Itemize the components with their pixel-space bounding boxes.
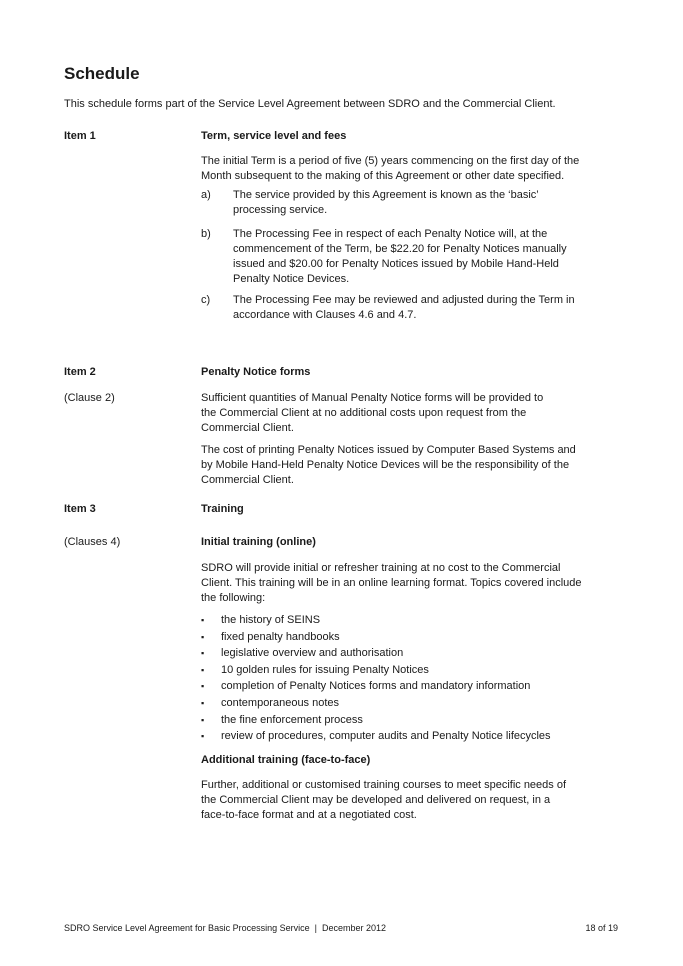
item-2-paragraph-line: Commercial Client. xyxy=(201,474,294,486)
list-item-b-line: Penalty Notice Devices. xyxy=(233,273,350,285)
list-letter-a: a) xyxy=(201,189,211,201)
list-item-a-line: processing service. xyxy=(233,204,328,216)
list-item: review of procedures, computer audits and Penalty Notice lifecycles xyxy=(221,730,551,742)
item-3-paragraph-line: face-to-face format and at a negotiated cost. xyxy=(201,809,417,821)
item-2-paragraph-line: by Mobile Hand-Held Penalty Notice Devices will be the responsibility of the xyxy=(201,459,570,471)
bullet-icon: ▪ xyxy=(201,632,205,642)
item-3-clause: (Clauses 4) xyxy=(64,536,121,548)
item-3-paragraph-line: Client. This training will be in an online learning format. Topics covered include xyxy=(201,577,582,589)
list-letter-c: c) xyxy=(201,294,211,306)
item-2-heading: Penalty Notice forms xyxy=(201,366,311,378)
item-3-paragraph-line: SDRO will provide initial or refresher training at no cost to the Commercial xyxy=(201,562,561,574)
item-3-label: Item 3 xyxy=(64,503,96,515)
additional-training-heading: Additional training (face-to-face) xyxy=(201,754,371,766)
list-item: the history of SEINS xyxy=(221,614,321,626)
bullet-icon: ▪ xyxy=(201,698,205,708)
list-item-b-line: commencement of the Term, be $22.20 for Penalty Notices manually xyxy=(233,243,567,255)
initial-training-heading: Initial training (online) xyxy=(201,536,316,548)
bullet-icon: ▪ xyxy=(201,731,205,741)
list-item: the fine enforcement process xyxy=(221,714,363,726)
list-item-c-line: The Processing Fee may be reviewed and adjusted during the Term in xyxy=(233,294,575,306)
page-title: Schedule xyxy=(64,64,140,83)
item-3-heading: Training xyxy=(201,503,244,515)
item-2-paragraph-line: the Commercial Client at no additional costs upon request from the xyxy=(201,407,527,419)
item-2-clause: (Clause 2) xyxy=(64,392,115,404)
list-item: contemporaneous notes xyxy=(221,697,340,709)
item-2-paragraph-line: Sufficient quantities of Manual Penalty Notice forms will be provided to xyxy=(201,392,544,404)
bullet-icon: ▪ xyxy=(201,715,205,725)
footer-document-title: SDRO Service Level Agreement for Basic Processing Service | December 2012 xyxy=(64,923,386,933)
list-item: legislative overview and authorisation xyxy=(221,647,404,659)
item-1-paragraph-line: The initial Term is a period of five (5) years commencing on the first day of the xyxy=(201,155,580,167)
item-1-heading: Term, service level and fees xyxy=(201,130,347,142)
bullet-icon: ▪ xyxy=(201,665,205,675)
item-2-label: Item 2 xyxy=(64,366,96,378)
intro-text: This schedule forms part of the Service Level Agreement between SDRO and the Commercial Client. xyxy=(64,98,556,110)
bullet-icon: ▪ xyxy=(201,681,205,691)
item-3-paragraph-line: the Commercial Client may be developed and delivered on request, in a xyxy=(201,794,551,806)
item-2-paragraph-line: The cost of printing Penalty Notices issued by Computer Based Systems and xyxy=(201,444,576,456)
bullet-icon: ▪ xyxy=(201,615,205,625)
list-letter-b: b) xyxy=(201,228,211,240)
list-item-a-line: The service provided by this Agreement is known as the ‘basic’ xyxy=(233,189,539,201)
list-item-b-line: issued and $20.00 for Penalty Notices issued by Mobile Hand-Held xyxy=(233,258,559,270)
page-number: 18 of 19 xyxy=(585,923,618,933)
item-2-paragraph-line: Commercial Client. xyxy=(201,422,294,434)
list-item: 10 golden rules for issuing Penalty Notices xyxy=(221,664,429,676)
list-item: completion of Penalty Notices forms and mandatory information xyxy=(221,680,531,692)
item-3-paragraph-line: the following: xyxy=(201,592,266,604)
list-item-c-line: accordance with Clauses 4.6 and 4.7. xyxy=(233,309,417,321)
item-3-paragraph-line: Further, additional or customised training courses to meet specific needs of xyxy=(201,779,567,791)
list-item: fixed penalty handbooks xyxy=(221,631,340,643)
item-1-label: Item 1 xyxy=(64,130,96,142)
list-item-b-line: The Processing Fee in respect of each Penalty Notice will, at the xyxy=(233,228,548,240)
item-1-paragraph-line: Month subsequent to the making of this Agreement or other date specified. xyxy=(201,170,565,182)
bullet-icon: ▪ xyxy=(201,648,205,658)
